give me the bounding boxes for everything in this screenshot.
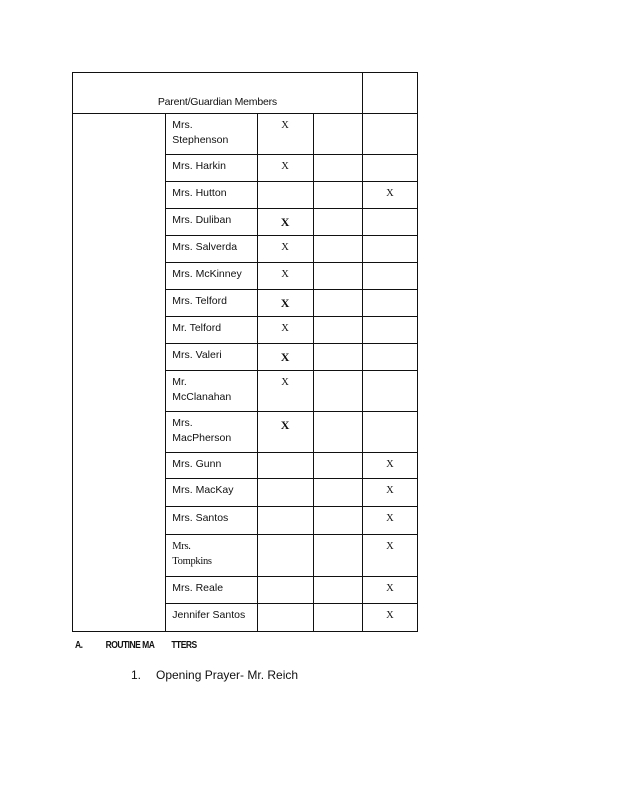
empty-cell [313,535,362,577]
attendance-mark: X [257,290,313,317]
empty-cell [362,155,417,182]
member-name-cell [166,182,257,209]
empty-cell [362,290,417,317]
member-name-line1: Mrs. Reale [172,582,224,594]
empty-cell [313,479,362,507]
empty-cell [313,344,362,371]
member-name-line1: Mrs. [172,541,191,552]
empty-cell [257,604,313,632]
agenda-item-text: Opening Prayer- Mr. Reich [156,668,299,682]
attendance-mark: X [257,236,313,263]
attendance-mark: X [257,209,313,236]
empty-cell [362,412,417,453]
member-name-cell [166,577,257,604]
section-heading [75,640,197,651]
empty-cell [313,182,362,209]
member-name-line1: Mrs. Hutton [172,187,227,199]
member-name-line1: Mrs. Valeri [172,349,222,361]
empty-cell [362,344,417,371]
attendance-mark: X [257,155,313,182]
empty-cell [313,412,362,453]
table-header-cell [73,73,363,114]
member-name-line1: Mrs. MacKay [172,484,234,496]
agenda-item-number: 1. [131,668,142,682]
empty-cell [313,317,362,344]
section-title-part2: TTERS [171,640,197,651]
member-name-cell [166,263,257,290]
member-name-line1: Mr. Telford [172,322,222,334]
empty-cell [257,182,313,209]
attendance-mark: X [362,604,417,632]
member-name-line1: Jennifer Santos [172,609,246,621]
attendance-mark: X [257,263,313,290]
attendance-mark: X [257,114,313,155]
member-name-cell [166,155,257,182]
empty-cell [362,114,417,155]
empty-cell [313,453,362,479]
attendance-mark: X [362,453,417,479]
attendance-mark: X [257,344,313,371]
member-name-line1: Mrs. Gunn [172,458,222,470]
table-blank-column [73,114,166,632]
member-name-line2: McClanahan [172,391,232,403]
member-name-line1: Mrs. Santos [172,512,229,524]
empty-cell [313,236,362,263]
member-name-line1: Mrs. Harkin [172,160,226,172]
member-name-line1: Mrs. Duliban [172,214,232,226]
empty-cell [313,290,362,317]
empty-cell [313,507,362,535]
empty-cell [313,114,362,155]
table-row [73,114,418,155]
attendance-table [72,72,418,632]
member-name-cell [166,317,257,344]
attendance-mark: X [362,182,417,209]
section-letter: A. [75,640,83,651]
member-name-cell [166,209,257,236]
member-name-cell [166,236,257,263]
attendance-mark: X [257,371,313,412]
member-name-cell [166,290,257,317]
attendance-mark: X [362,535,417,577]
empty-cell [313,209,362,236]
member-name-line1: Mrs. McKinney [172,268,242,280]
attendance-mark: X [362,507,417,535]
member-name-line2: Stephenson [172,134,229,146]
member-name-line1: Mrs. Salverda [172,241,238,253]
attendance-mark: X [362,479,417,507]
empty-cell [313,604,362,632]
empty-cell [257,507,313,535]
empty-cell [313,155,362,182]
member-name-cell [166,507,257,535]
attendance-mark: X [257,317,313,344]
member-name-cell [166,479,257,507]
empty-cell [362,371,417,412]
member-name-cell [166,535,257,577]
section-title-part1: ROUTINE MA [105,640,155,651]
empty-cell [362,317,417,344]
member-name-line1: Mr. [172,376,187,388]
empty-cell [257,535,313,577]
table-header-blank [362,73,417,114]
member-name-cell [166,453,257,479]
member-name-cell [166,344,257,371]
empty-cell [362,263,417,290]
empty-cell [362,236,417,263]
empty-cell [362,209,417,236]
attendance-mark: X [257,412,313,453]
member-name-cell [166,114,257,155]
table-header-label: Parent/Guardian Members [157,96,277,108]
member-name-cell [166,412,257,453]
member-name-line1: Mrs. [172,119,193,131]
member-name-line1: Mrs. [172,417,193,429]
empty-cell [313,263,362,290]
member-name-line2: Tompkins [172,556,212,567]
table-header-row [73,73,418,114]
member-name-line2: MacPherson [172,432,232,444]
agenda-item [131,668,298,682]
empty-cell [257,453,313,479]
member-name-cell [166,604,257,632]
empty-cell [313,577,362,604]
attendance-mark: X [362,577,417,604]
empty-cell [257,577,313,604]
empty-cell [313,371,362,412]
member-name-cell [166,371,257,412]
member-name-line1: Mrs. Telford [172,295,227,307]
empty-cell [257,479,313,507]
